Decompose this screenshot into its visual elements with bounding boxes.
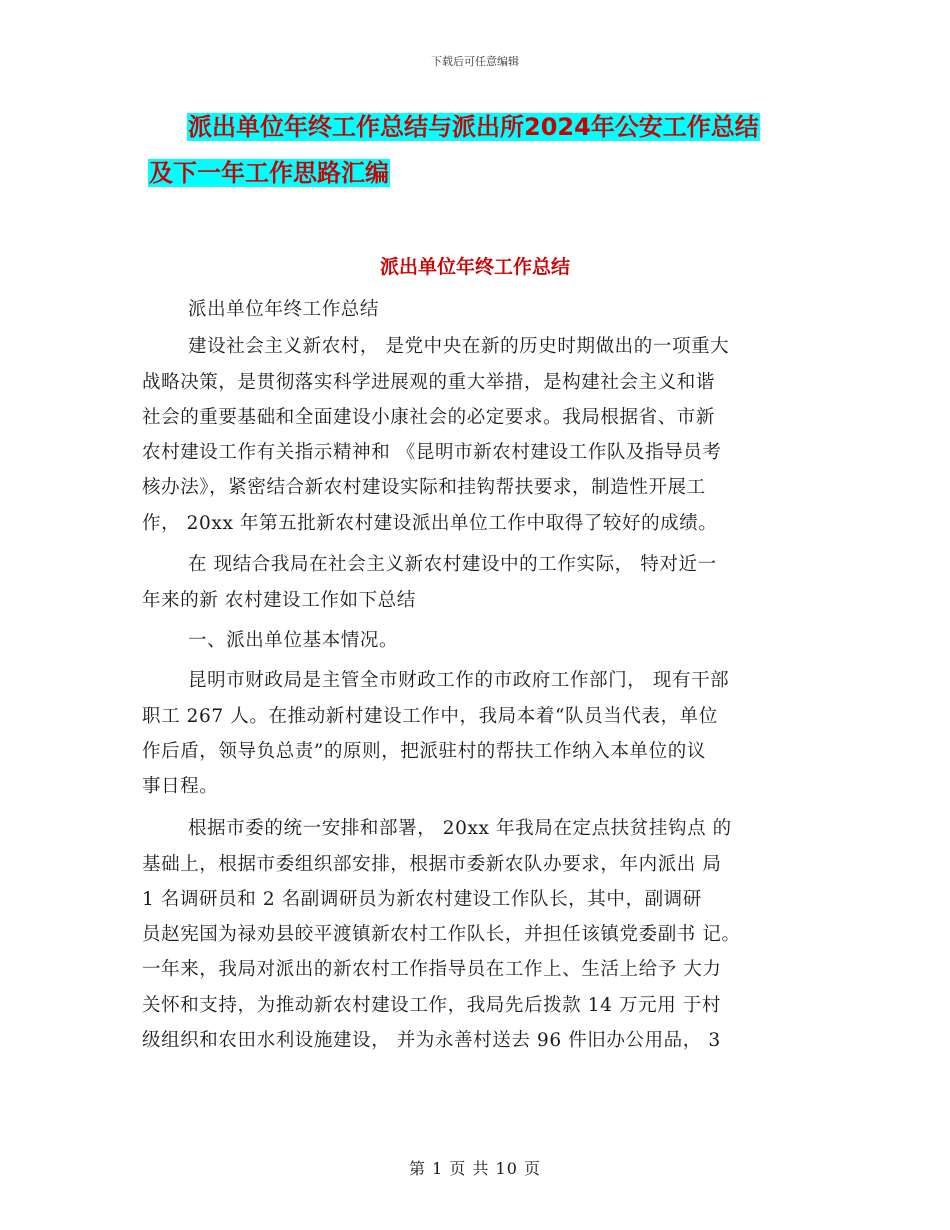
body-line: 员赵宪国为禄劝县皎平渡镇新农村工作队长，并担任该镇党委副书 记。: [142, 924, 741, 945]
body-line: 基础上，根据市委组织部安排，根据市委新农队办要求，年内派出 局: [142, 854, 722, 875]
body-line: 派出单位年终工作总结: [188, 299, 380, 320]
body-line: 在 现结合我局在社会主义新农村建设中的工作实际， 特对近一: [188, 554, 717, 575]
title-line-2: [148, 158, 812, 188]
title-line-1: [187, 112, 812, 142]
body-line: 事日程。: [142, 776, 219, 797]
body-line: 农村建设工作有关指示精神和 《昆明市新农村建设工作队及指导员考: [142, 442, 722, 463]
body-line: 根据市委的统一安排和部署， 20xx 年我局在定点扶贫挂钩点 的: [188, 818, 732, 839]
section-heading: 派出单位年终工作总结: [379, 256, 570, 278]
body-line: 作后盾，领导负总责”的原则，把派驻村的帮扶工作纳入本单位的议: [142, 741, 706, 762]
body-line: 一、派出单位基本情况。: [188, 630, 399, 651]
body-line: 建设社会主义新农村， 是党中央在新的历史时期做出的一项重大: [188, 336, 730, 357]
header-note: 下载后可任意编辑: [431, 55, 519, 68]
body-line: 社会的重要基础和全面建设小康社会的必定要求。我局根据省、市新: [142, 407, 716, 428]
document-title: [149, 112, 812, 204]
body-line: 核办法》，紧密结合新农村建设实际和挂钩帮扶要求，制造性开展工: [142, 477, 706, 498]
body-line: 级组织和农田水利设施建设， 并为永善村送去 96 件旧办公用品， 3: [142, 1030, 721, 1051]
body-line: 年来的新 农村建设工作如下总结: [142, 590, 416, 611]
body-line: 1 名调研员和 2 名副调研员为新农村建设工作队长，其中，副调研: [142, 889, 702, 910]
body-line: 职工 267 人。在推动新村建设工作中，我局本着“队员当代表，单位: [142, 706, 718, 727]
body-line: 作， 20xx 年第五批新农村建设派出单位工作中取得了较好的成绩。: [142, 513, 718, 534]
body-line: 战略决策，是贯彻落实科学进展观的重大举措，是构建社会主义和谐: [142, 372, 716, 393]
title-line-2-text: 及下一年工作思路汇编: [149, 159, 389, 187]
body-line: 昆明市财政局是主管全市财政工作的市政府工作部门， 现有干部: [188, 670, 730, 691]
body-line: 一年来，我局对派出的新农村工作指导员在工作上、生活上给予 大力: [142, 959, 722, 980]
body-line: 关怀和支持，为推动新农村建设工作，我局先后拨款 14 万元用 于村: [142, 995, 721, 1016]
page-footer: 第 1 页 共 10 页: [409, 1159, 541, 1178]
title-line-1-text: 派出单位年终工作总结与派出所2024年公安工作总结: [188, 113, 759, 141]
